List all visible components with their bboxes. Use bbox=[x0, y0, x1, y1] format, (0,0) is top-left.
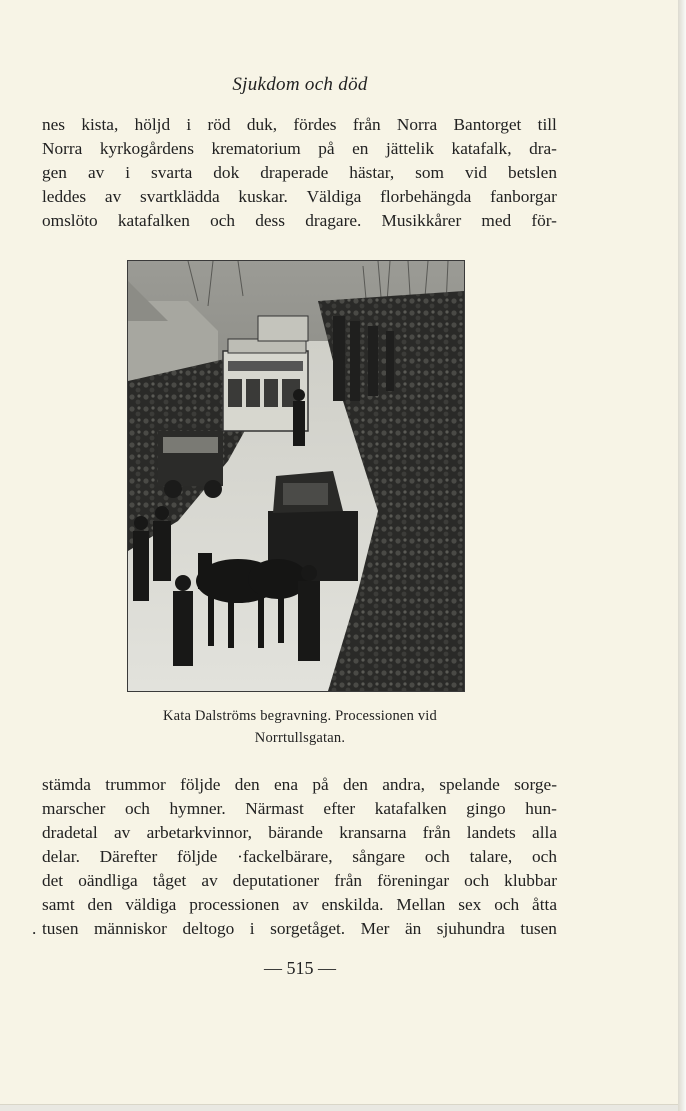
word: och bbox=[424, 847, 450, 866]
word: bärande bbox=[268, 823, 323, 842]
word: katafalken bbox=[117, 211, 190, 230]
word: sjuhundra bbox=[436, 919, 505, 938]
word: Mer bbox=[360, 919, 390, 938]
word: väldiga bbox=[125, 895, 177, 914]
text-line bbox=[42, 869, 557, 893]
caption-line-1: Kata Dalströms begravning. Processionen vid bbox=[163, 708, 437, 724]
word: föreningar bbox=[377, 871, 450, 890]
word: dess bbox=[255, 211, 285, 230]
word: med bbox=[481, 211, 512, 230]
word: i bbox=[186, 115, 192, 134]
word: kista, bbox=[81, 115, 119, 134]
paragraph-bottom bbox=[32, 773, 557, 941]
word: trummor bbox=[105, 775, 166, 794]
word: Därefter bbox=[99, 847, 158, 866]
text-line bbox=[42, 161, 557, 185]
word: av bbox=[104, 187, 122, 206]
word: hun- bbox=[525, 799, 557, 818]
word: nes bbox=[42, 115, 66, 134]
word: katafalk, bbox=[451, 139, 512, 158]
caption-line-2: Norrtullsgatan. bbox=[254, 730, 346, 746]
word: höljd bbox=[134, 115, 171, 134]
word: kransarna bbox=[339, 823, 407, 842]
word: leddes bbox=[42, 187, 87, 206]
word: hästar, bbox=[349, 163, 395, 182]
word: kyrkogårdens bbox=[99, 139, 194, 158]
word: dradetal bbox=[42, 823, 98, 842]
word: enskilda. bbox=[321, 895, 384, 914]
word: krematorium bbox=[211, 139, 301, 158]
word: betslen bbox=[508, 163, 557, 182]
word: arbetarkvinnor, bbox=[146, 823, 252, 842]
word: från bbox=[422, 823, 451, 842]
word: Väldiga bbox=[306, 187, 362, 206]
word: klubbar bbox=[504, 871, 557, 890]
word: kuskar. bbox=[238, 187, 288, 206]
photo-caption bbox=[100, 705, 500, 749]
word: människor bbox=[93, 919, 167, 938]
word: röd bbox=[207, 115, 231, 134]
text-line bbox=[42, 113, 557, 137]
word: följde bbox=[180, 775, 221, 794]
word: dok bbox=[213, 163, 240, 182]
word: svartklädda bbox=[140, 187, 220, 206]
word: till bbox=[537, 115, 557, 134]
word: den bbox=[87, 895, 113, 914]
page-edge bbox=[678, 0, 686, 1111]
word: delar. bbox=[42, 847, 80, 866]
text-line bbox=[42, 137, 557, 161]
word: Norra bbox=[42, 139, 83, 158]
word: dragare. bbox=[305, 211, 362, 230]
word: ·fackelbärare, bbox=[237, 847, 333, 866]
word: följde bbox=[177, 847, 218, 866]
word: sorgetåget. bbox=[270, 919, 346, 938]
word: gingo bbox=[466, 799, 506, 818]
text-line bbox=[42, 185, 557, 209]
word: vid bbox=[464, 163, 488, 182]
word: som bbox=[415, 163, 444, 182]
text-line bbox=[42, 821, 557, 845]
word: på bbox=[312, 775, 329, 794]
funeral-procession-photo bbox=[127, 260, 465, 692]
word: landets bbox=[466, 823, 516, 842]
word: Musikkårer bbox=[381, 211, 462, 230]
word: deltogo bbox=[182, 919, 235, 938]
word: åtta bbox=[532, 895, 557, 914]
word: hymner. bbox=[169, 799, 226, 818]
word: för- bbox=[531, 211, 557, 230]
paragraph-top bbox=[42, 113, 557, 233]
word: omslöto bbox=[42, 211, 98, 230]
word: sorge- bbox=[514, 775, 557, 794]
word: talare, bbox=[469, 847, 513, 866]
word: av bbox=[292, 895, 309, 914]
word: processionen bbox=[189, 895, 280, 914]
word: den bbox=[342, 775, 368, 794]
word: tusen bbox=[520, 919, 557, 938]
text-line bbox=[42, 209, 557, 233]
word: sex bbox=[458, 895, 482, 914]
word: det bbox=[42, 871, 64, 890]
word: duk, bbox=[246, 115, 278, 134]
word: och bbox=[124, 799, 150, 818]
text-line bbox=[42, 893, 557, 917]
text-line bbox=[32, 917, 557, 941]
word: den bbox=[234, 775, 260, 794]
word: katafalken bbox=[374, 799, 447, 818]
word: fördes bbox=[293, 115, 337, 134]
word: deputationer bbox=[232, 871, 320, 890]
text-line bbox=[42, 773, 557, 797]
word: dra- bbox=[529, 139, 557, 158]
word: marscher bbox=[42, 799, 106, 818]
photo-illustration bbox=[128, 261, 464, 691]
word: Norra bbox=[396, 115, 438, 134]
word: florbehängda bbox=[380, 187, 472, 206]
word: av bbox=[87, 163, 105, 182]
word: än bbox=[404, 919, 422, 938]
word: Bantorget bbox=[453, 115, 522, 134]
word: efter bbox=[323, 799, 356, 818]
word: Närmast bbox=[245, 799, 304, 818]
word: gen bbox=[42, 163, 67, 182]
word: andra, bbox=[382, 775, 425, 794]
word: av bbox=[113, 823, 131, 842]
word: i bbox=[125, 163, 131, 182]
word: tåget bbox=[152, 871, 187, 890]
word: och bbox=[532, 847, 557, 866]
word: och bbox=[464, 871, 490, 890]
word: en bbox=[352, 139, 369, 158]
word: och bbox=[210, 211, 236, 230]
word: draperade bbox=[260, 163, 329, 182]
word: alla bbox=[532, 823, 557, 842]
word: Mellan bbox=[396, 895, 446, 914]
word: stämda bbox=[42, 775, 91, 794]
word: oändliga bbox=[78, 871, 138, 890]
word: i bbox=[249, 919, 255, 938]
word: samt bbox=[42, 895, 75, 914]
text-line bbox=[42, 845, 557, 869]
word: jättelik bbox=[386, 139, 434, 158]
running-head: Sjukdom och död bbox=[232, 74, 368, 95]
text-line bbox=[42, 797, 557, 821]
word: tusen bbox=[42, 919, 79, 938]
word: av bbox=[201, 871, 218, 890]
word: på bbox=[318, 139, 335, 158]
word: fanborgar bbox=[490, 187, 557, 206]
page-number: — 515 — bbox=[264, 958, 336, 978]
word: från bbox=[334, 871, 363, 890]
word: och bbox=[494, 895, 520, 914]
margin-mark: . bbox=[32, 919, 37, 938]
word: spelande bbox=[439, 775, 500, 794]
word: ena bbox=[274, 775, 298, 794]
word: från bbox=[352, 115, 381, 134]
word: sångare bbox=[352, 847, 406, 866]
word: svarta bbox=[151, 163, 193, 182]
